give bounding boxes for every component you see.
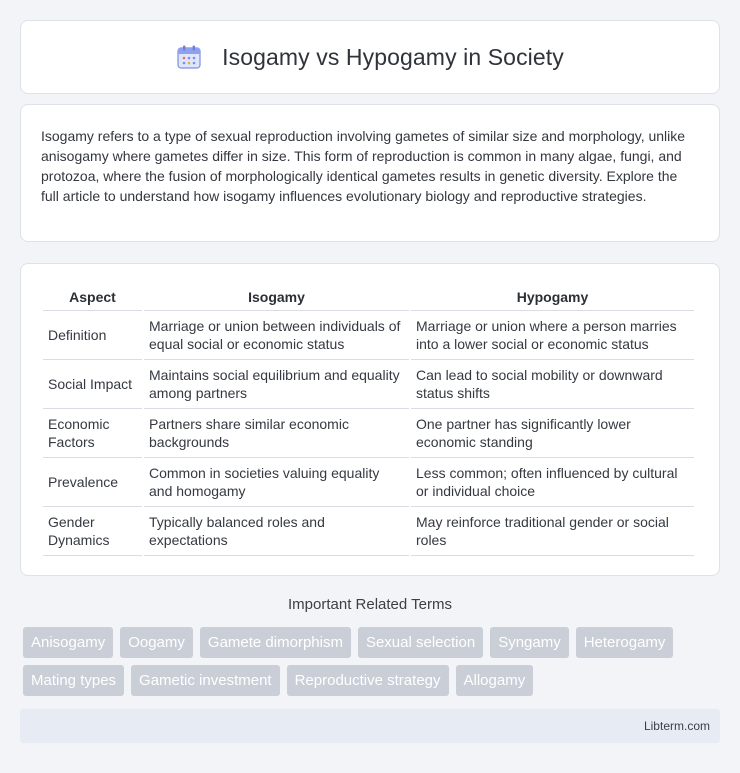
table-row	[43, 409, 694, 458]
footer	[20, 709, 720, 743]
table-row	[43, 311, 694, 360]
row-hypogamy: Marriage or union where a person marries into a lower social or economic status	[411, 311, 694, 360]
comparison-table-card	[20, 263, 720, 576]
row-hypogamy: May reinforce traditional gender or social roles	[411, 507, 694, 556]
row-aspect: Gender Dynamics	[43, 507, 142, 556]
header-card	[20, 20, 720, 94]
row-isogamy: Common in societies valuing equality and homogamy	[144, 458, 409, 507]
table-row	[43, 458, 694, 507]
comparison-table	[41, 284, 696, 556]
footer-brand-link[interactable]: Libterm.com	[643, 719, 710, 733]
tag-mating-types[interactable]: Mating types	[23, 665, 124, 696]
row-hypogamy: Less common; often influenced by cultural or individual choice	[411, 458, 694, 507]
header-aspect: Aspect	[43, 284, 142, 311]
title-wrap	[176, 44, 564, 71]
table-row	[43, 507, 694, 556]
tag-gametic-investment[interactable]: Gametic investment	[131, 665, 280, 696]
row-aspect: Prevalence	[43, 458, 142, 507]
table-row	[43, 360, 694, 409]
intro-text: Isogamy refers to a type of sexual reproduction involving gametes of similar size and morphology, unlike anisogamy where gametes differ in size. This form of reproduction is common in many algae, fungi, and protozoa, where the fusion of morphologically identical gametes results in genetic diversity. Explore the full article to understand how isogamy influences evolutionary biology and reproductive strategies.	[41, 128, 686, 204]
row-aspect: Economic Factors	[43, 409, 142, 458]
row-aspect: Definition	[43, 311, 142, 360]
tag-heterogamy[interactable]: Heterogamy	[576, 627, 674, 658]
row-hypogamy: One partner has significantly lower economic standing	[411, 409, 694, 458]
row-isogamy: Typically balanced roles and expectations	[144, 507, 409, 556]
header-isogamy: Isogamy	[144, 284, 409, 311]
page-title: Isogamy vs Hypogamy in Society	[222, 43, 564, 70]
tag-anisogamy[interactable]: Anisogamy	[23, 627, 113, 658]
tag-row-1	[23, 627, 723, 658]
tag-row-2	[23, 665, 723, 696]
calendar-icon	[176, 44, 202, 70]
table-header-row	[43, 284, 694, 311]
header-hypogamy: Hypogamy	[411, 284, 694, 311]
tag-gamete-dimorphism[interactable]: Gamete dimorphism	[200, 627, 351, 658]
tag-oogamy[interactable]: Oogamy	[120, 627, 193, 658]
tag-sexual-selection[interactable]: Sexual selection	[358, 627, 483, 658]
tag-allogamy[interactable]: Allogamy	[456, 665, 534, 696]
row-isogamy: Marriage or union between individuals of equal social or economic status	[144, 311, 409, 360]
row-aspect: Social Impact	[43, 360, 142, 409]
row-isogamy: Partners share similar economic backgrounds	[144, 409, 409, 458]
related-terms-tags	[23, 627, 723, 703]
related-terms-title: Important Related Terms	[288, 596, 452, 613]
tag-syngamy[interactable]: Syngamy	[490, 627, 569, 658]
intro-card	[20, 104, 720, 242]
row-hypogamy: Can lead to social mobility or downward status shifts	[411, 360, 694, 409]
row-isogamy: Maintains social equilibrium and equality among partners	[144, 360, 409, 409]
tag-reproductive-strategy[interactable]: Reproductive strategy	[287, 665, 449, 696]
